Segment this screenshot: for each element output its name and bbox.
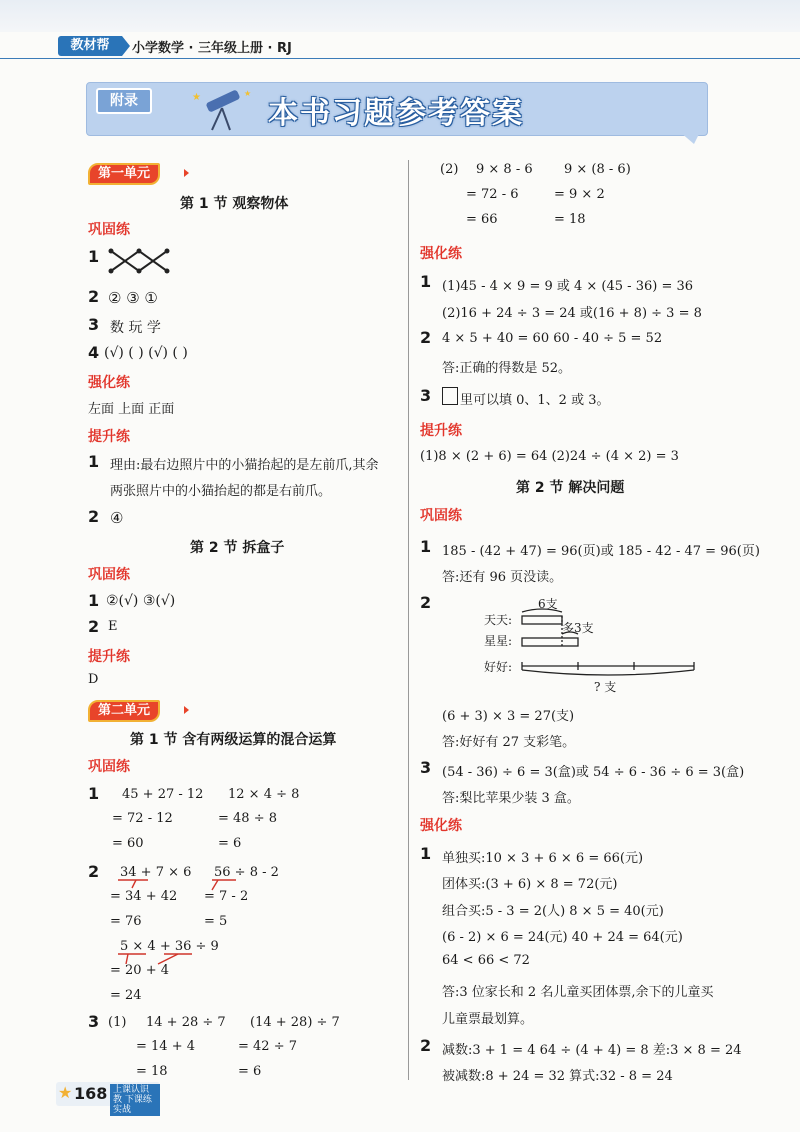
calc-line: = 72 - 12	[112, 811, 173, 826]
brand-tail	[122, 36, 130, 56]
answer-text: 团体买:(3 + 6) × 8 = 72(元)	[442, 877, 618, 892]
calc-line: = 18	[136, 1064, 168, 1079]
answer-text: (√) ( ) (√) ( )	[104, 345, 188, 361]
category-label: 提升练	[88, 429, 130, 445]
book-title: 小学数学 · 三年级上册 · RJ	[132, 41, 292, 56]
svg-text:★: ★	[244, 89, 252, 98]
category-label: 巩固练	[88, 759, 130, 775]
q-number: 1	[420, 537, 432, 556]
page-slogan: 上课认识教 下课练实战	[110, 1084, 160, 1116]
answer-text: 答:正确的得数是 52。	[442, 361, 572, 376]
q-number: 3	[88, 1012, 100, 1031]
answer-text: 答:梨比苹果少装 3 盒。	[442, 791, 580, 806]
blank-box	[442, 387, 458, 405]
calc-label: (1)	[108, 1015, 127, 1030]
answer-text: 左面 上面 正面	[88, 402, 175, 417]
q-number: 2	[420, 328, 432, 347]
unit-1-badge: 第一单元	[88, 163, 160, 185]
category-label: 巩固练	[88, 567, 130, 583]
category-label: 提升练	[88, 649, 130, 665]
calc-line: = 24	[110, 988, 142, 1003]
answer-text: D	[88, 672, 99, 687]
calc-line: = 72 - 6	[466, 187, 519, 202]
answer-text: (54 - 36) ÷ 6 = 3(盒)或 54 ÷ 6 - 36 ÷ 6 = 3(盒)	[442, 765, 745, 780]
answer-text: 答:3 位家长和 2 名儿童买团体票,余下的儿童买	[442, 985, 714, 1000]
calc-line: = 60	[112, 836, 144, 851]
answer-text: ② ③ ①	[108, 289, 158, 307]
answer-text: ④	[110, 509, 124, 527]
calc-line: = 9 × 2	[554, 187, 605, 202]
calc-line: = 42 ÷ 7	[238, 1039, 297, 1054]
diagram-value: 多3支	[562, 621, 594, 635]
answer-text: 减数:3 + 1 = 4 64 ÷ (4 + 4) = 8 差:3 × 8 = 24	[442, 1043, 742, 1058]
calc-line: = 14 + 4	[136, 1039, 195, 1054]
diagram-value: 6支	[538, 597, 558, 611]
bar-diagram	[518, 604, 702, 682]
category-label: 巩固练	[420, 508, 462, 524]
q-number: 1	[420, 844, 432, 863]
section-heading: 第 2 节 解决问题	[516, 480, 625, 496]
answer-text: 单独买:10 × 3 + 6 × 6 = 66(元)	[442, 851, 644, 866]
answer-text: E	[108, 619, 118, 634]
q-number: 3	[88, 315, 100, 334]
answer-text: 里可以填 0、1、2 或 3。	[460, 393, 610, 408]
calc-line: 5 × 4 + 36 ÷ 9	[120, 939, 219, 954]
matching-lines-diagram	[106, 246, 172, 276]
calc-line: = 34 + 42	[110, 889, 178, 904]
calc-line: = 6	[218, 836, 242, 851]
calc-arrows	[108, 878, 318, 970]
calc-line: 12 × 4 ÷ 8	[228, 787, 300, 802]
answer-text: (1)8 × (2 + 6) = 64 (2)24 ÷ (4 × 2) = 3	[420, 449, 679, 464]
unit-arrow	[184, 706, 189, 714]
answer-text: 64 < 66 < 72	[442, 953, 530, 968]
q-number: 1	[88, 784, 100, 803]
answer-text: 理由:最右边照片中的小猫抬起的是左前爪,其余	[110, 458, 379, 473]
answer-text: 组合买:5 - 3 = 2(人) 8 × 5 = 40(元)	[442, 904, 664, 919]
page-number: 168	[74, 1084, 108, 1103]
calc-line: 14 + 28 ÷ 7	[146, 1015, 226, 1030]
q-number: 2	[420, 1036, 432, 1055]
calc-line: = 76	[110, 914, 142, 929]
section-heading: 第 2 节 拆盒子	[190, 540, 285, 556]
q-number: 1	[88, 591, 100, 610]
answer-text: (1)45 - 4 × 9 = 9 或 4 × (45 - 36) = 36	[442, 279, 694, 294]
calc-label: (2)	[440, 162, 459, 177]
answer-text: 4 × 5 + 40 = 60 60 - 40 ÷ 5 = 52	[442, 331, 663, 346]
calc-line: = 20 + 4	[110, 963, 169, 978]
q-number: 3	[420, 386, 432, 405]
answer-text: 数 玩 学	[110, 320, 161, 336]
section-heading: 第 1 节 含有两级运算的混合运算	[130, 732, 337, 748]
unit-2-badge: 第二单元	[88, 700, 160, 722]
page-title: 本书习题参考答案	[268, 96, 524, 131]
answer-text: 185 - (42 + 47) = 96(页)或 185 - 42 - 47 = 96(页)	[442, 544, 760, 559]
category-label: 强化练	[420, 246, 462, 262]
q-number: 4	[88, 343, 100, 362]
calc-line: 9 × (8 - 6)	[564, 162, 631, 177]
section-heading: 第 1 节 观察物体	[180, 196, 289, 212]
star-icon: ★	[58, 1083, 73, 1102]
category-label: 强化练	[88, 375, 130, 391]
q-number: 1	[88, 452, 100, 471]
q-number: 2	[88, 617, 100, 636]
answer-text: (2)16 + 24 ÷ 3 = 24 或(16 + 8) ÷ 3 = 8	[442, 306, 702, 321]
answer-text: 被减数:8 + 24 = 32 算式:32 - 8 = 24	[442, 1069, 673, 1084]
q-number: 1	[420, 272, 432, 291]
answer-text: (6 + 3) × 3 = 27(支)	[442, 709, 575, 724]
calc-line: = 66	[466, 212, 498, 227]
telescope-icon	[186, 86, 256, 132]
calc-line: = 5	[204, 914, 228, 929]
banner-tail	[680, 132, 700, 144]
diagram-label: 星星:	[484, 634, 513, 648]
q-number: 2	[420, 593, 432, 612]
diagram-value: ? 支	[594, 680, 617, 694]
q-number: 2	[88, 287, 100, 306]
answer-text: 儿童票最划算。	[442, 1012, 534, 1027]
column-divider	[408, 160, 409, 1080]
q-number: 1	[88, 247, 100, 266]
calc-line: = 7 - 2	[204, 889, 249, 904]
appendix-tag: 附录	[96, 88, 152, 114]
diagram-label: 好好:	[484, 660, 513, 674]
calc-line: 9 × 8 - 6	[476, 162, 533, 177]
answer-text: 两张照片中的小猫抬起的都是右前爪。	[110, 484, 332, 499]
category-label: 强化练	[420, 818, 462, 834]
calc-line: = 6	[238, 1064, 262, 1079]
q-number: 2	[88, 507, 100, 526]
top-band	[0, 0, 800, 32]
svg-text:★: ★	[192, 92, 201, 103]
answer-text: (6 - 2) × 6 = 24(元) 40 + 24 = 64(元)	[442, 930, 683, 945]
answer-text: 答:好好有 27 支彩笔。	[442, 735, 576, 750]
answer-text: 答:还有 96 页没读。	[442, 570, 563, 585]
header-rule	[0, 58, 800, 59]
calc-line: = 48 ÷ 8	[218, 811, 277, 826]
category-label: 提升练	[420, 423, 462, 439]
answer-text: ②(√) ③(√)	[106, 593, 176, 609]
category-label: 巩固练	[88, 222, 130, 238]
calc-line: 45 + 27 - 12	[122, 787, 204, 802]
diagram-label: 天天:	[484, 613, 513, 627]
calc-line: 56 ÷ 8 - 2	[214, 865, 279, 880]
q-number: 2	[88, 862, 100, 881]
unit-arrow	[184, 169, 189, 177]
calc-line: 34 + 7 × 6	[120, 865, 192, 880]
brand-label: 教材帮	[58, 36, 122, 56]
calc-line: = 18	[554, 212, 586, 227]
calc-line: (14 + 28) ÷ 7	[250, 1015, 340, 1030]
q-number: 3	[420, 758, 432, 777]
